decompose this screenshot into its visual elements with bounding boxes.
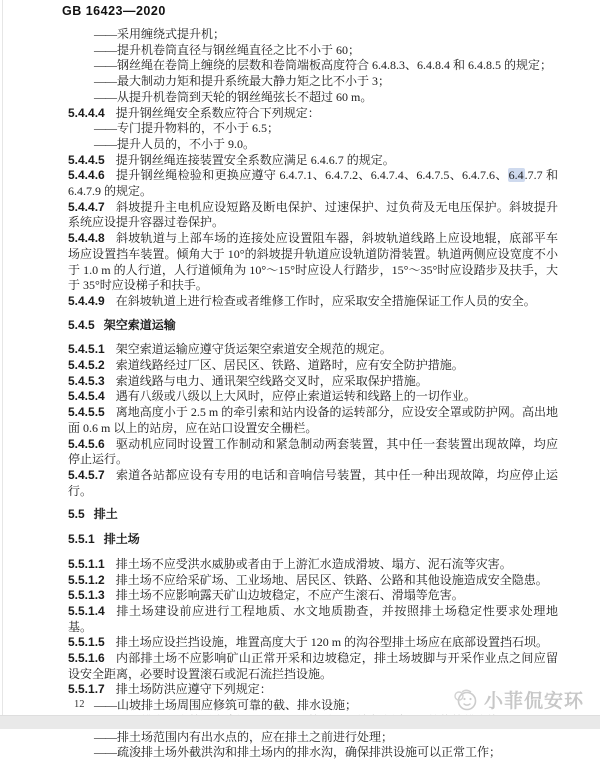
document-body: [68, 27, 558, 761]
clause-5.5.1.6: [68, 651, 558, 682]
clause-5.4.4.4: [68, 106, 558, 122]
dash-text: 排土场范围内有出水点的，应在排土之前进行处理；: [117, 729, 394, 744]
clause-5.5.1.4: [68, 604, 558, 635]
clause-number: 5.4.4.5: [68, 152, 105, 167]
clause-number: 5.5.1.6: [68, 651, 105, 666]
dash-item: [68, 74, 558, 90]
clause-number: 5.4.5.7: [68, 467, 105, 482]
clause-5.4.4.6: [68, 168, 558, 199]
clause-5.4.4.8: [68, 231, 558, 294]
clause-text: 排土场建设前应进行工程地质、水文地质勘查，并按照排土场稳定性要求处理地基。: [68, 603, 558, 634]
page-bottom-edge: [0, 715, 600, 729]
clause-text: 架空索道运输应遵守货运架空索道安全规范的规定。: [115, 342, 392, 357]
heading-title: 架空索道运输: [103, 317, 176, 332]
clause-5.5.1.2: [68, 573, 558, 589]
clause-text: 排土场应设拦挡设施，堆置高度大于 120 m 的沟谷型排土场应在底部设置挡石坝。: [115, 635, 549, 650]
watermark: [452, 686, 584, 713]
dash-text: 提升机卷筒直径与钢丝绳直径之比不小于 60；: [117, 42, 361, 57]
dash-item: [68, 121, 558, 137]
standard-number-header: GB 16423—2020: [62, 4, 166, 18]
clause-5.4.5.1: [68, 342, 558, 358]
clause-text: 提升钢丝绳检验和更换应遵守 6.4.7.1、6.4.7.2、6.4.7.4、6.4.7.5、6.4.7.6、: [115, 168, 508, 183]
clause-text: 索道各站都应设有专用的电话和音响信号装置，其中任一种出现故障，均应停止运行。: [68, 467, 558, 498]
dash-mark: ——: [94, 136, 116, 151]
clause-text: 索道线路与电力、通讯架空线路交叉时，应采取保护措施。: [115, 373, 428, 388]
clause-number: 5.5.1.5: [68, 635, 105, 650]
dash-text: 从提升机卷筒到天轮的钢丝绳弦长不超过 60 m。: [117, 89, 373, 104]
dash-mark: ——: [94, 698, 116, 713]
clause-number: 5.5.1.4: [68, 603, 105, 618]
clause-number: 5.4.4.9: [68, 293, 105, 308]
clause-text: 排土场不应受洪水威胁或者由于上游汇水造成滑坡、塌方、泥石流等灾害。: [115, 556, 512, 571]
watermark-avatar-icon: [452, 687, 479, 713]
dash-item: [68, 43, 558, 59]
clause-5.4.5.4: [68, 389, 558, 405]
dash-text: 提升人员的，不小于 9.0。: [117, 136, 256, 151]
heading-title: 排土: [93, 507, 118, 522]
heading-number: 5.4.5: [68, 317, 95, 332]
clause-text: .7.7 和 6.4.7.9 的规定。: [68, 168, 558, 199]
clause-text: 斜坡提升主电机应设短路及断电保护、过速保护、过负荷及无电压保护。斜坡提升系统应设提升容器过卷保护。: [68, 199, 558, 230]
clause-text: 排土场防洪应遵守下列规定：: [115, 682, 272, 697]
dash-text: 疏浚排土场外截洪沟和排土场内的排水沟，确保排洪设施可以正常工作；: [117, 745, 502, 760]
dash-mark: ——: [94, 74, 116, 89]
dash-item: [68, 745, 558, 761]
dash-item: [68, 58, 558, 74]
clause-text: 排土场不应给采矿场、工业场地、居民区、铁路、公路和其他设施造成安全隐患。: [115, 572, 548, 587]
clause-number: 5.5.1.3: [68, 588, 105, 603]
heading-number: 5.5: [68, 507, 85, 522]
clause-5.5.1.3: [68, 588, 558, 604]
clause-number: 5.4.5.1: [68, 342, 105, 357]
clause-text: 提升钢丝绳安全系数应符合下列规定：: [115, 105, 320, 120]
clause-text: 在斜坡轨道上进行检查或者维修工作时，应采取安全措施保证工作人员的安全。: [115, 293, 536, 308]
dash-mark: ——: [94, 89, 116, 104]
clause-number: 5.5.1.7: [68, 682, 105, 697]
section-heading-5.5.1: [68, 532, 558, 548]
clause-5.4.5.6: [68, 437, 558, 468]
clause-5.4.5.7: [68, 468, 558, 499]
dash-text: 采用缠绕式提升机；: [117, 27, 226, 41]
clause-5.4.4.9: [68, 294, 558, 310]
heading-number: 5.5.1: [68, 532, 95, 547]
clause-text: 排土场不应影响露天矿山边坡稳定，不应产生滚石、滑塌等危害。: [115, 588, 464, 603]
clause-number: 5.4.4.4: [68, 105, 105, 120]
clause-5.4.5.5: [68, 405, 558, 436]
dash-item: [68, 137, 558, 153]
page-number: 12: [74, 699, 85, 710]
dash-text: 专门提升物料的，不小于 6.5；: [117, 121, 280, 136]
dash-mark: ——: [94, 729, 116, 744]
heading-title: 排土场: [103, 532, 140, 547]
clause-5.4.4.7: [68, 200, 558, 231]
clause-number: 5.5.1.2: [68, 572, 105, 587]
dash-text: 山坡排土场周围应修筑可靠的截、排水设施；: [117, 698, 358, 713]
clause-5.4.4.5: [68, 153, 558, 169]
dash-item: [68, 27, 558, 43]
clause-number: 5.4.4.6: [68, 168, 105, 183]
dash-mark: ——: [94, 745, 116, 760]
clause-5.5.1.1: [68, 557, 558, 573]
clause-5.4.5.2: [68, 358, 558, 374]
page-left-edge: [2, 0, 3, 715]
clause-text: 索道线路经过厂区、居民区、铁路、道路时，应有安全防护措施。: [115, 358, 464, 373]
clause-number: 5.4.4.7: [68, 199, 105, 214]
dash-mark: ——: [94, 27, 116, 41]
clause-number: 5.4.5.5: [68, 405, 105, 420]
clause-5.4.5.3: [68, 374, 558, 390]
highlighted-text: 6.4: [508, 168, 524, 183]
clause-number: 5.4.5.2: [68, 358, 105, 373]
clause-text: 离地高度小于 2.5 m 的牵引索和站内设备的运转部分，应设安全罩或防护网。高出地面 0.6 m 以上的站房，应在站口设置安全栅栏。: [68, 405, 558, 435]
watermark-text: 小菲侃安环: [483, 691, 584, 712]
clause-text: 斜坡轨道与上部车场的连接处应设置阻车器，斜坡轨道线路上应设地辊，底部平车场应设置挡车装置。倾角大于 10°的斜坡提升轨道应设轨道防滑装置。轨道两侧应设宽度不小于 1.0 m 的人行道，人行道倾角为 10°～15°时应设人行踏步，15°～35°时应设踏步及扶手，大于 35°时应设梯子和扶手。: [68, 231, 558, 293]
clause-number: 5.4.4.8: [68, 231, 105, 246]
dash-text: 最大制动力矩和提升系统最大静力矩之比不小于 3；: [117, 74, 391, 89]
clause-text: 驱动机应同时设置工作制动和紧急制动两套装置，其中任一套装置出现故障，均应停止运行。: [68, 436, 558, 467]
dash-mark: ——: [94, 121, 116, 136]
clause-number: 5.4.5.4: [68, 389, 105, 404]
dash-text: 钢丝绳在卷筒上缠绕的层数和卷筒端板高度符合 6.4.8.3、6.4.8.4 和 6.4.8.5 的规定；: [117, 58, 553, 73]
clause-number: 5.4.5.3: [68, 373, 105, 388]
section-heading-5.4.5: [68, 318, 558, 334]
dash-item: [68, 730, 558, 746]
section-heading-5.5: [68, 507, 558, 523]
clause-text: 提升钢丝绳连接装置安全系数应满足 6.4.6.7 的规定。: [115, 152, 395, 167]
dash-item: [68, 90, 558, 106]
clause-text: 遇有八级或八级以上大风时，应停止索道运转和线路上的一切作业。: [115, 389, 476, 404]
clause-text: 内部排土场不应影响矿山正常开采和边坡稳定，排土场坡脚与开采作业点之间应留设安全距离，必要时设置滚石或泥石流拦挡设施。: [68, 651, 558, 681]
clause-number: 5.5.1.1: [68, 556, 105, 571]
clause-5.5.1.5: [68, 635, 558, 651]
clause-number: 5.4.5.6: [68, 436, 105, 451]
dash-mark: ——: [94, 42, 116, 57]
dash-mark: ——: [94, 58, 116, 73]
